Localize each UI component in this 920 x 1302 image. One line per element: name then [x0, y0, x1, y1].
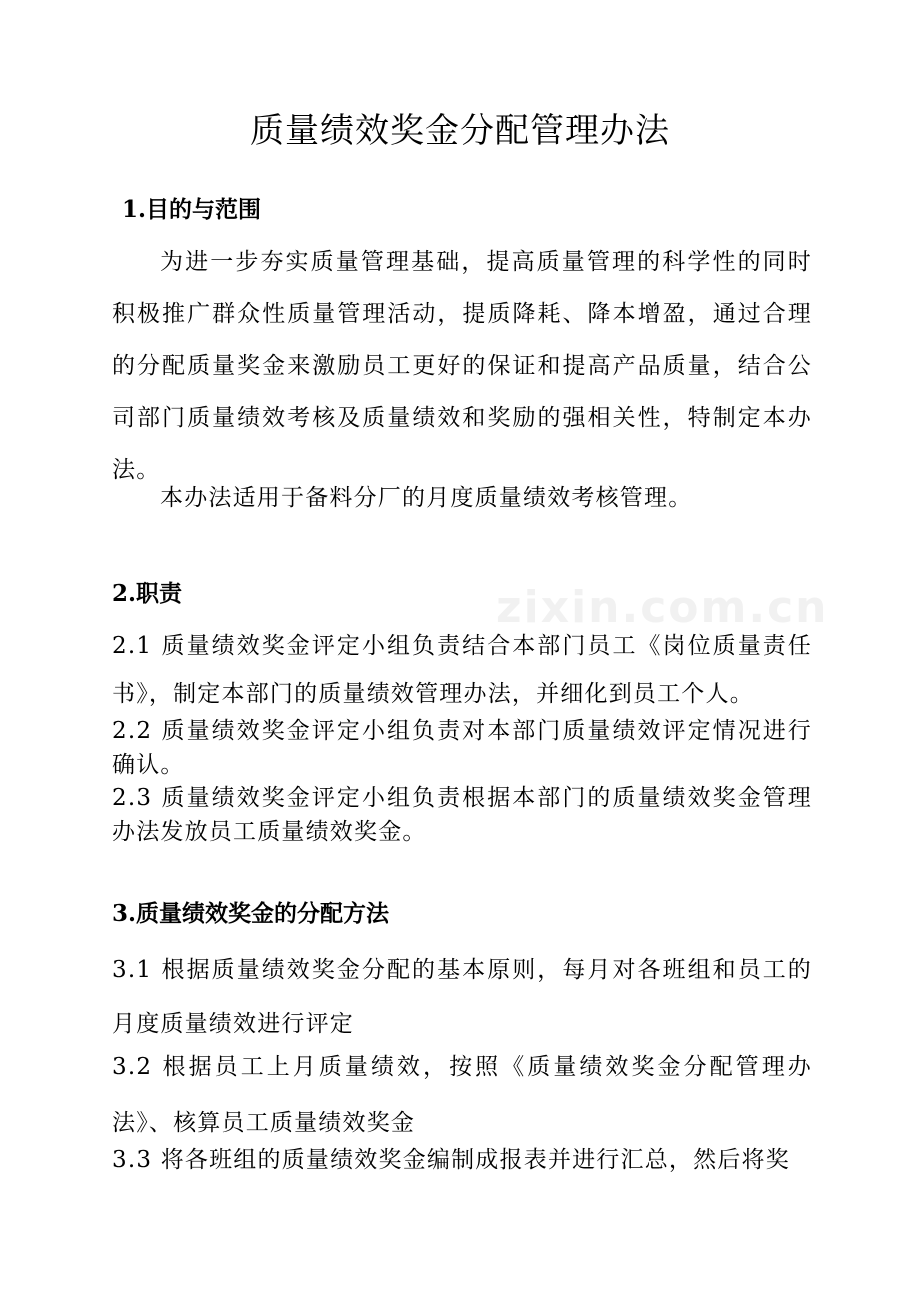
paragraph-duty-2-3: 2.3 质量绩效奖金评定小组负责根据本部门的质量绩效奖金管理办法发放员工质量绩效奖金。	[112, 785, 812, 845]
watermark-text: zixin.com.cn	[496, 582, 829, 633]
section-heading-duties: 2.职责	[112, 580, 183, 607]
paragraph-method-3-2: 3.2 根据员工上月质量绩效，按照《质量绩效奖金分配管理办法》、核算员工质量绩效奖金	[112, 1054, 812, 1136]
paragraph-duty-2-1: 2.1 质量绩效奖金评定小组负责结合本部门员工《岗位质量责任书》，制定本部门的质量绩效管理办法，并细化到员工个人。	[112, 633, 812, 707]
paragraph-method-3-1: 3.1 根据质量绩效奖金分配的基本原则，每月对各班组和员工的月度质量绩效进行评定	[112, 957, 812, 1037]
paragraph-scope: 本办法适用于备料分厂的月度质量绩效考核管理。	[160, 485, 693, 511]
paragraph-duty-2-2: 2.2 质量绩效奖金评定小组负责对本部门质量绩效评定情况进行确认。	[112, 718, 812, 778]
paragraph-purpose: 为进一步夯实质量管理基础，提高质量管理的科学性的同时积极推广群众性质量管理活动，提质降耗、降本增盈，通过合理的分配质量奖金来激励员工更好的保证和提高产品质量，结合公司部门质量绩效考核及质量绩效和奖励的强相关性，特制定本办法。	[112, 249, 812, 483]
section-heading-distribution: 3.质量绩效奖金的分配方法	[112, 900, 390, 927]
paragraph-method-3-3: 3.3 将各班组的质量绩效奖金编制成报表并进行汇总，然后将奖	[112, 1147, 790, 1173]
document-title: 质量绩效奖金分配管理办法	[250, 111, 670, 151]
section-heading-purpose: 1.目的与范围	[122, 196, 262, 223]
